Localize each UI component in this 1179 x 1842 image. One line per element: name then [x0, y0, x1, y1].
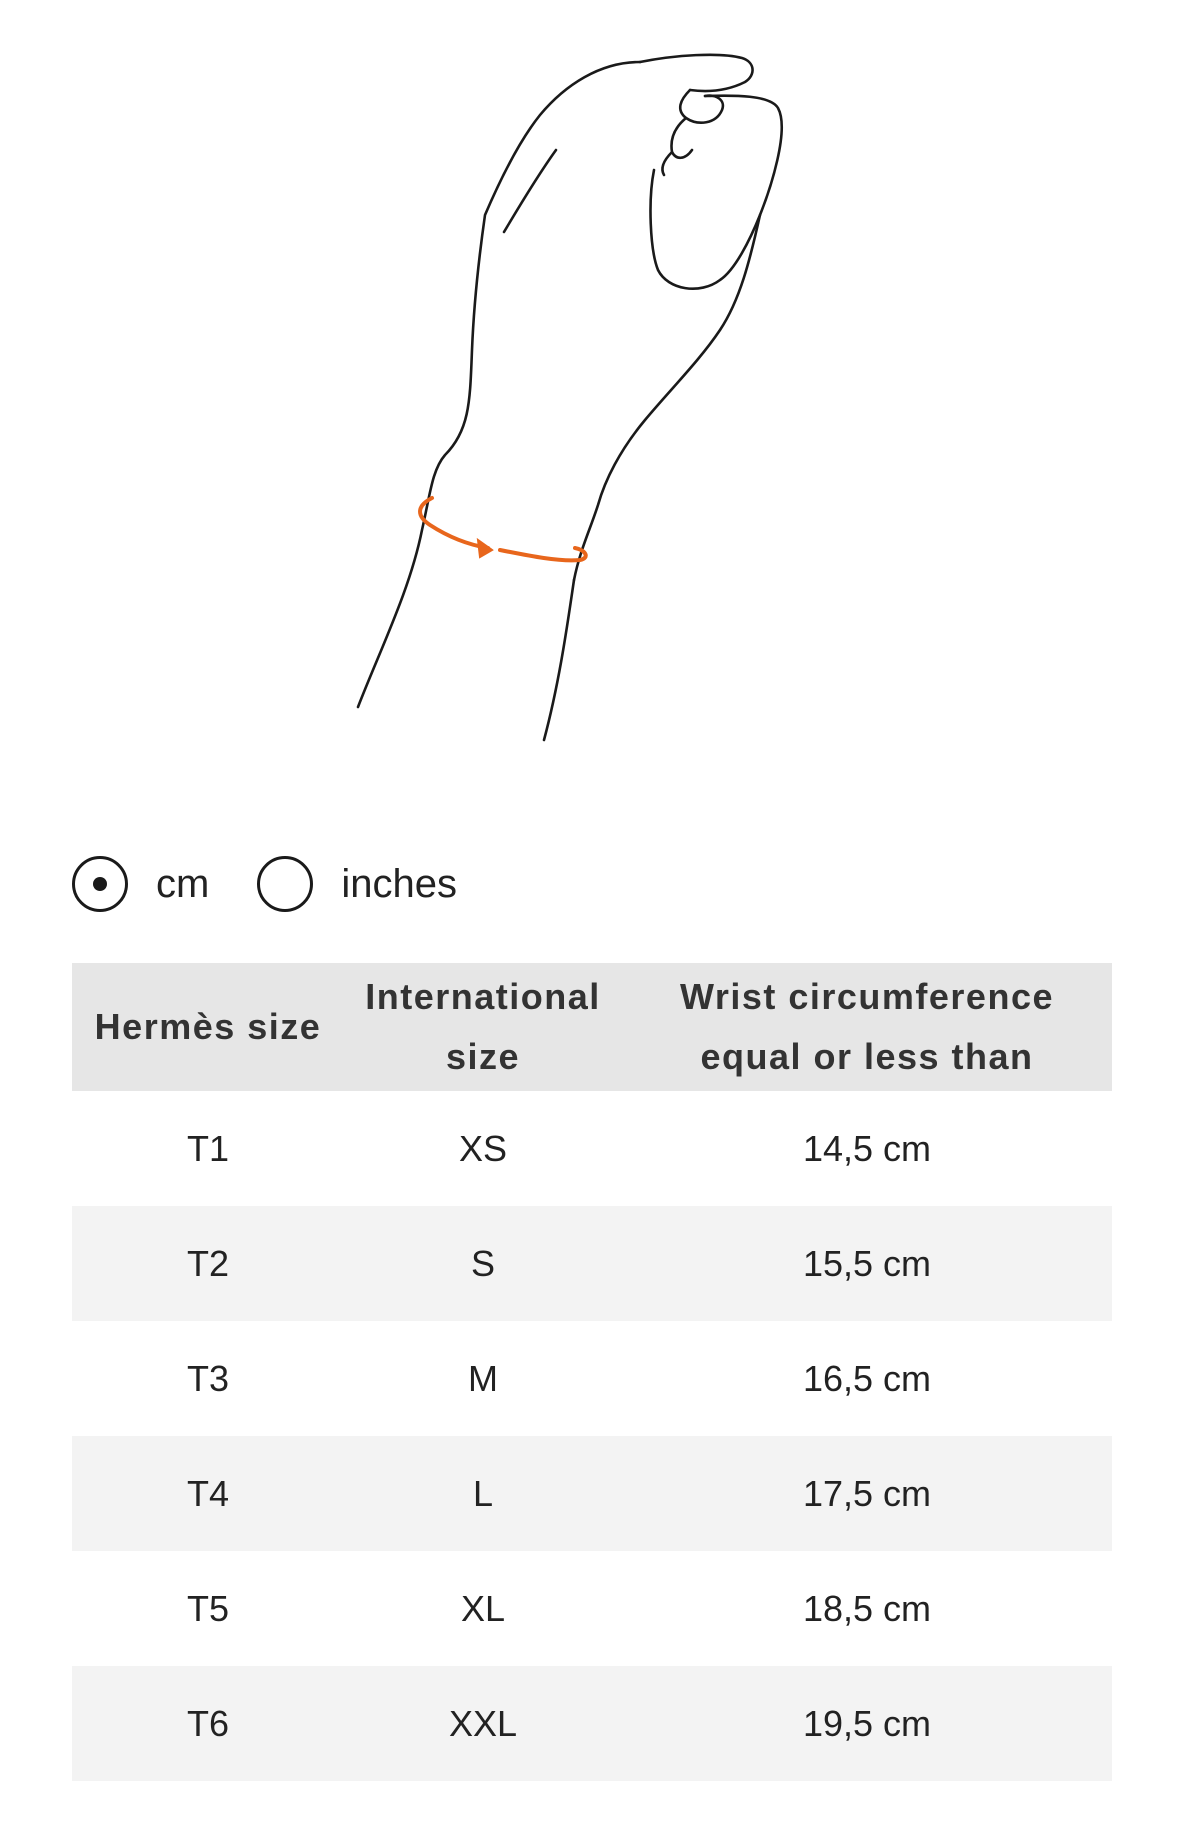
cell-international-size: M: [468, 1357, 498, 1399]
cell-wrist-circumference: 15,5 cm: [622, 1206, 1112, 1321]
unit-toggle: [72, 852, 505, 916]
table-row: [72, 1551, 1112, 1666]
cell-wrist-circumference: 16,5 cm: [802, 1357, 932, 1399]
table-row: [72, 1436, 1112, 1551]
cell-hermes-size: T3: [186, 1357, 229, 1399]
table-row: [72, 1321, 1112, 1436]
cell-international-size: L: [344, 1436, 622, 1551]
cell-hermes-size: T4: [72, 1436, 344, 1551]
cell-international-size: XXL: [344, 1666, 622, 1781]
cell-international-size: XS: [458, 1127, 508, 1169]
cell-international-size: S: [344, 1206, 622, 1321]
cell-wrist-circumference: 19,5 cm: [622, 1666, 1112, 1781]
header-hermes-size: Hermès size: [72, 963, 344, 1091]
radio-unselected-icon[interactable]: [257, 856, 313, 912]
table-row: [72, 1091, 1112, 1206]
cell-international-size: XL: [460, 1587, 506, 1629]
table-row: [72, 1666, 1112, 1781]
cell-hermes-size: T6: [72, 1666, 344, 1781]
radio-selected-icon[interactable]: [72, 856, 128, 912]
unit-option-inches[interactable]: [257, 856, 457, 912]
cell-wrist-circumference: 14,5 cm: [802, 1127, 932, 1169]
unit-label-cm: cm: [156, 861, 210, 906]
cell-hermes-size: T5: [186, 1587, 229, 1629]
cell-wrist-circumference: 17,5 cm: [622, 1436, 1112, 1551]
cell-hermes-size: T2: [72, 1206, 344, 1321]
table-header-row: [72, 963, 1112, 1091]
size-table: [72, 963, 1112, 1781]
cell-wrist-circumference: 18,5 cm: [802, 1587, 932, 1629]
header-wrist-circumference: Wrist circumference equal or less than: [622, 963, 1112, 1091]
unit-label-inches: inches: [341, 861, 457, 906]
cell-hermes-size: T1: [186, 1127, 229, 1169]
header-international-size: International size: [344, 963, 622, 1091]
wrist-measurement-illustration: [300, 30, 860, 790]
radio-dot-icon: [93, 877, 107, 891]
table-row: [72, 1206, 1112, 1321]
unit-option-cm[interactable]: [72, 856, 209, 912]
